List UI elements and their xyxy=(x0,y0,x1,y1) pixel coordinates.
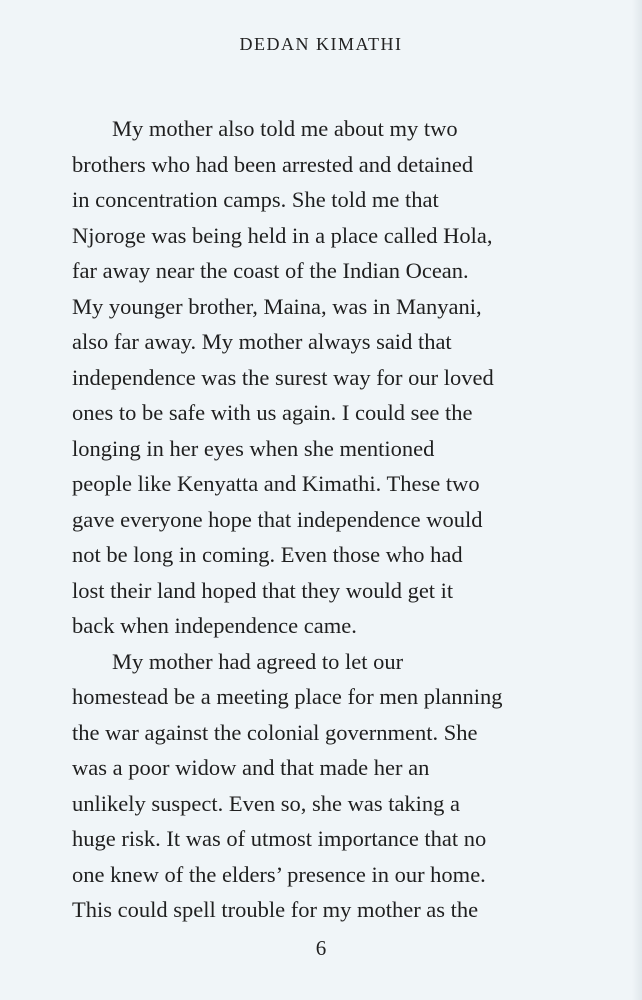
text-line: also far away. My mother always said that xyxy=(72,329,452,354)
text-line: back when independence came. xyxy=(72,613,357,638)
text-line: independence was the surest way for our loved xyxy=(72,364,494,390)
text-line: My younger brother, Maina, was in Manyani, xyxy=(72,293,482,319)
text-line: lost their land hoped that they would get it xyxy=(72,577,454,603)
text-line: in concentration camps. She told me that xyxy=(72,187,439,212)
text-line: huge risk. It was of utmost importance that no xyxy=(72,826,487,851)
text-line: Njoroge was being held in a place called Hola, xyxy=(72,222,493,248)
text-line: gave everyone hope that independence would xyxy=(72,506,483,532)
text-line: the war against the colonial government. She xyxy=(72,719,478,745)
page-edge-shadow xyxy=(632,0,642,1000)
text-line: far away near the coast of the Indian Ocean. xyxy=(72,258,469,283)
text-line: This could spell trouble for my mother as the xyxy=(72,897,479,922)
text-line: not be long in coming. Even those who had xyxy=(72,542,463,567)
body-text xyxy=(72,111,592,928)
text-line: unlikely suspect. Even so, she was taking a xyxy=(72,790,461,816)
text-line: homestead be a meeting place for men planning xyxy=(72,684,503,709)
page-number: 6 xyxy=(315,936,327,960)
text-line: My mother had agreed to let our xyxy=(112,648,404,674)
text-line: My mother also told me about my two xyxy=(112,116,458,141)
text-line: longing in her eyes when she mentioned xyxy=(72,435,435,461)
text-line: was a poor widow and that made her an xyxy=(72,755,430,780)
running-head: DEDAN KIMATHI xyxy=(239,34,403,54)
text-line: people like Kenyatta and Kimathi. These two xyxy=(72,471,480,496)
text-line: brothers who had been arrested and detained xyxy=(72,151,474,177)
text-line: one knew of the elders’ presence in our home. xyxy=(72,861,486,887)
text-line: ones to be safe with us again. I could see the xyxy=(72,400,473,425)
